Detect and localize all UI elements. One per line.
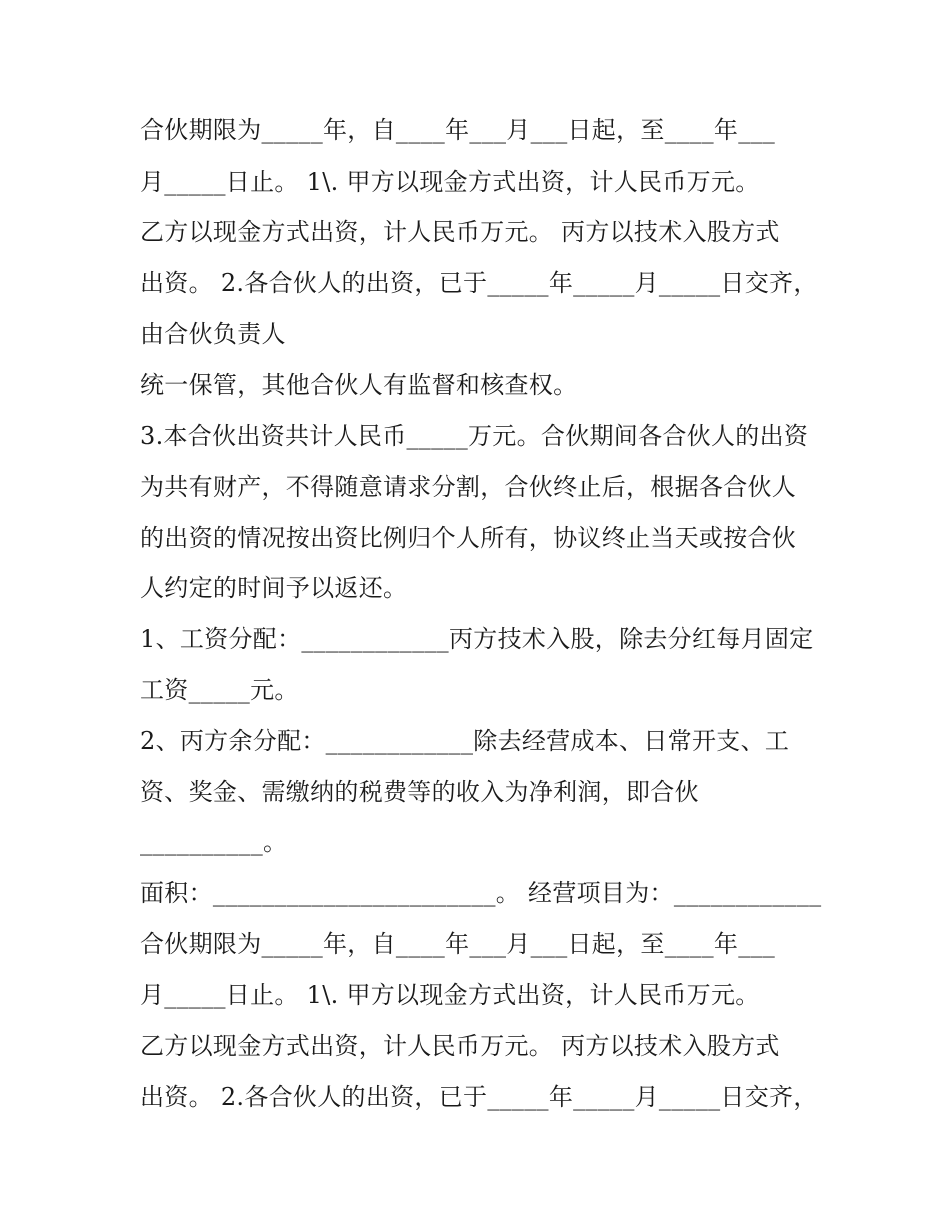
text-line: 合伙期限为_____年，自____年___月___日起，至____年___	[140, 930, 776, 958]
text-line: 月_____日止。 1\. 甲方以现金方式出资，计人民币万元。	[140, 168, 760, 196]
text-line: 合伙期限为_____年，自____年___月___日起，至____年___	[140, 116, 776, 144]
text-line: 为共有财产，不得随意请求分割，合伙终止后，根据各合伙人	[140, 473, 797, 501]
text-line: 人约定的时间予以返还。	[140, 574, 408, 602]
text-line: 工资_____元。	[140, 676, 299, 704]
text-line: 3.本合伙出资共计人民币_____万元。合伙期间各合伙人的出资	[140, 422, 809, 450]
text-line: 资、奖金、需缴纳的税费等的收入为净利润，即合伙	[140, 778, 699, 806]
text-line: 乙方以现金方式出资，计人民币万元。 丙方以技术入股方式	[140, 218, 780, 246]
text-line: 统一保管，其他合伙人有监督和核查权。	[140, 371, 578, 399]
text-line: 的出资的情况按出资比例归个人所有，协议终止当天或按合伙	[140, 524, 797, 552]
text-line: 月_____日止。 1\. 甲方以现金方式出资，计人民币万元。	[140, 981, 760, 1009]
text-line: 出资。 2.各合伙人的出资，已于_____年_____月_____日交齐，	[140, 269, 818, 297]
text-line: 由合伙负责人	[140, 320, 286, 348]
text-line: 乙方以现金方式出资，计人民币万元。 丙方以技术入股方式	[140, 1032, 780, 1060]
text-line: 1、工资分配：____________丙方技术入股，除去分红每月固定	[140, 625, 814, 653]
text-line: 2、丙方余分配：____________除去经营成本、日常开支、工	[140, 727, 790, 755]
text-line: 面积：_______________________。 经营项目为：____________	[140, 879, 822, 907]
text-line: 出资。 2.各合伙人的出资，已于_____年_____月_____日交齐，	[140, 1083, 818, 1111]
text-line: __________。	[140, 828, 288, 856]
